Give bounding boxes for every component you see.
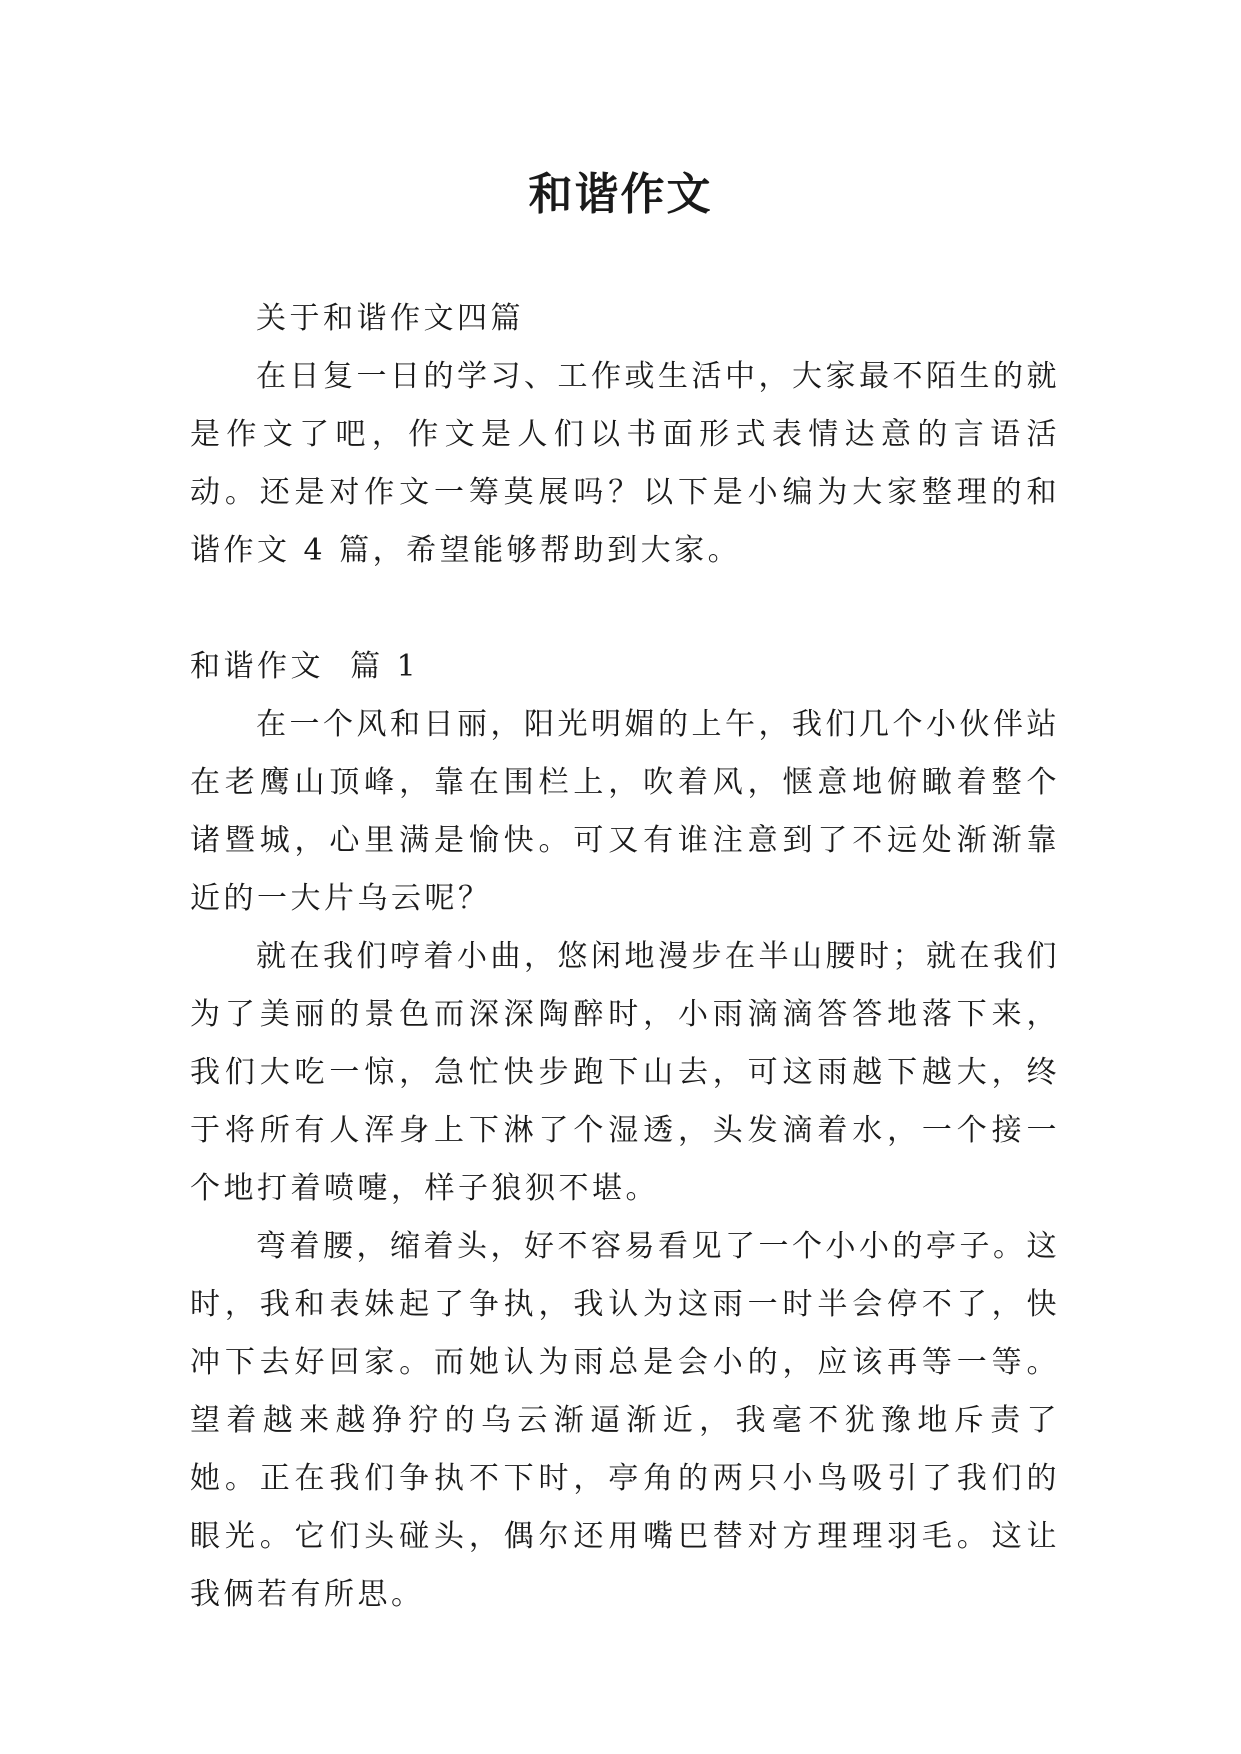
intro-heading: 关于和谐作文四篇 [256,301,524,336]
body-paragraph: 就在我们哼着小曲，悠闲地漫步在半山腰时；就在我们为了美丽的景色而深深陶醉时，小雨滴滴答答地落下来，我们大吃一惊，急忙快步跑下山去，可这雨越下越大，终于将所有人浑身上下淋了个湿透，头发滴着水，一个接一个地打着喷嚏，样子狼狈不堪。 [190,939,1060,1206]
intro-paragraph: 在日复一日的学习、工作或生活中，大家最不陌生的就是作文了吧，作文是人们以书面形式表情达意的言语活动。还是对作文一筹莫展吗？以下是小编为大家整理的和谐作文 4 篇，希望能够帮助到大家。 [190,359,1060,568]
section-heading: 和谐作文 篇 1 [190,649,420,684]
body-paragraph: 弯着腰，缩着头，好不容易看见了一个小小的亭子。这时，我和表妹起了争执，我认为这雨一时半会停不了，快冲下去好回家。而她认为雨总是会小的，应该再等一等。望着越来越狰狞的乌云渐逼渐近，我毫不犹豫地斥责了她。正在我们争执不下时，亭角的两只小鸟吸引了我们的眼光。它们头碰头，偶尔还用嘴巴替对方理理羽毛。这让我俩若有所思。 [190,1229,1060,1612]
document-title: 和谐作文 [528,169,713,220]
body-paragraph: 在一个风和日丽，阳光明媚的上午，我们几个小伙伴站在老鹰山顶峰，靠在围栏上，吹着风，惬意地俯瞰着整个诸暨城，心里满是愉快。可又有谁注意到了不远处渐渐靠近的一大片乌云呢？ [190,707,1060,916]
document-body [190,290,1060,1624]
